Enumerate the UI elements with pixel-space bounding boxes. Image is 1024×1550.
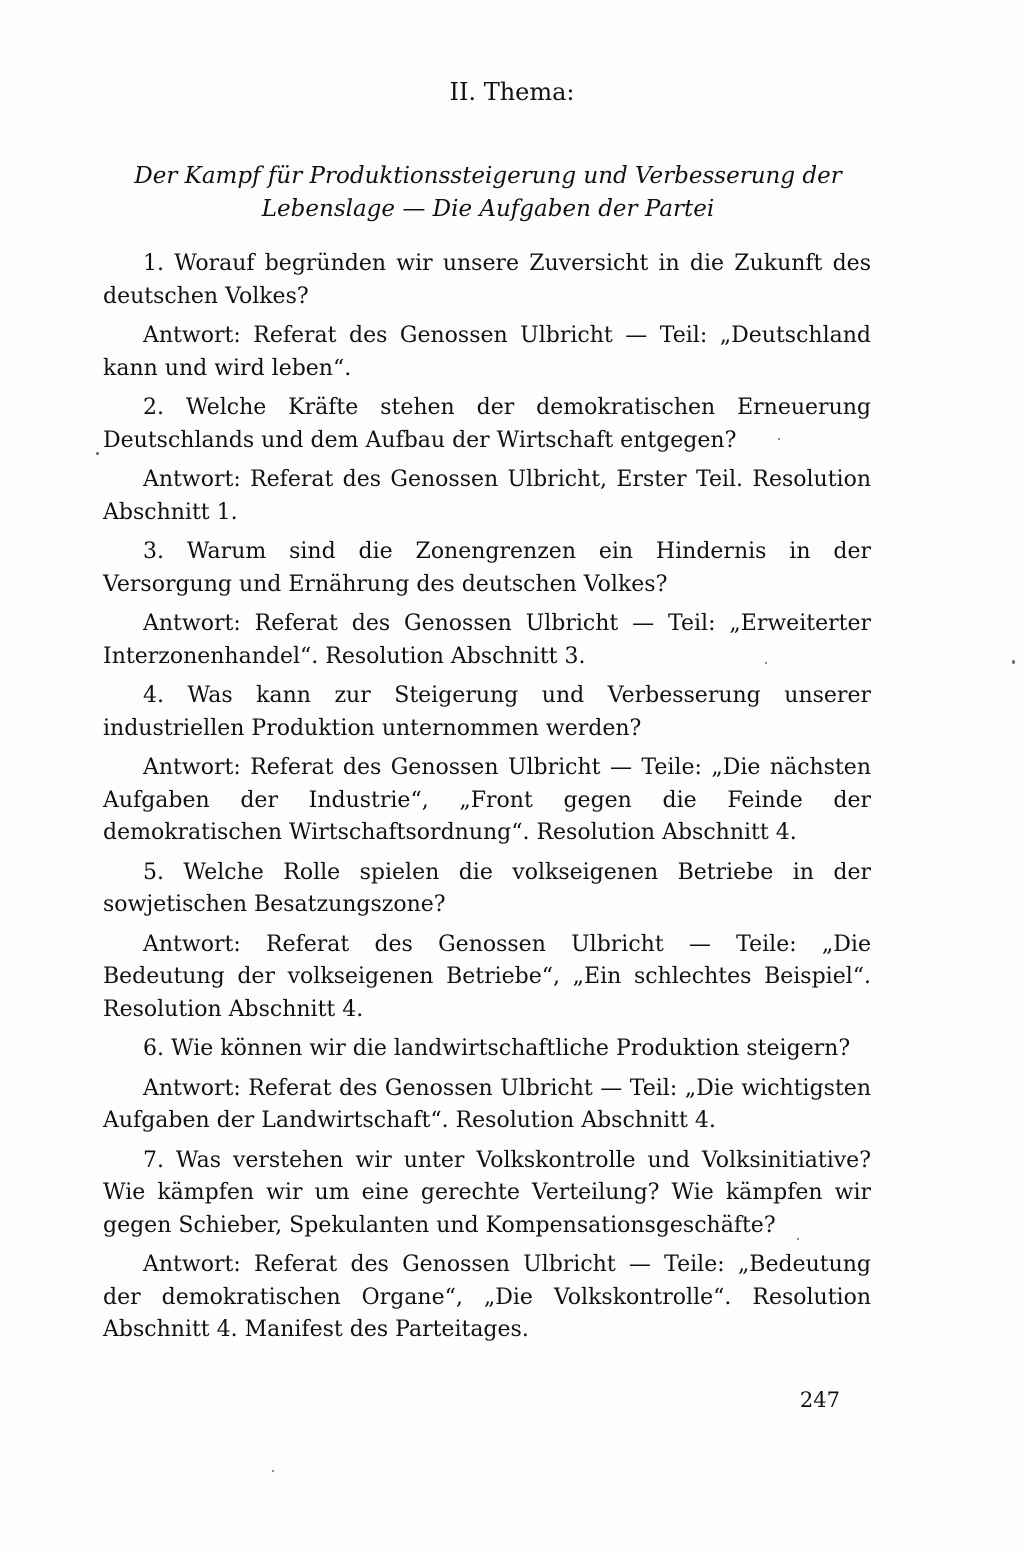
question-1: 1. Worauf begründen wir unsere Zuversicht in die Zukunft des deutschen Volkes? [103, 251, 871, 309]
page-number: 247 [799, 1388, 840, 1412]
question-5: 5. Welche Rolle spielen die volkseigenen Betriebe in der sowjetischen Besatzungszone? [103, 859, 871, 917]
question-7: 7. Was verstehen wir unter Volkskontrolle und Volksinitiative? Wie kämpfen wir um eine gerechte Verteilung? Wie kämpfen wir gegen Schieber, Spekulanten und Kompensationsgeschäfte? [103, 1147, 871, 1238]
question-answer-list [103, 248, 871, 1354]
question-2: 2. Welche Kräfte stehen der demokratischen Erneuerung Deutschlands und dem Aufbau der Wirtschaft entgegen? [103, 395, 871, 453]
scan-speck [778, 438, 780, 440]
section-heading: II. Thema: [449, 78, 575, 106]
question-6: 6. Wie können wir die landwirtschaftliche Produktion steigern? [143, 1036, 851, 1061]
question-4: 4. Was kann zur Steigerung und Verbesserung unserer industriellen Produktion unternommen werden? [103, 683, 871, 741]
section-subtitle: Der Kampf für Produktionssteigerung und Verbesserung der Lebenslage — Die Aufgaben der Partei [134, 163, 842, 222]
scan-speck [1012, 660, 1015, 664]
scan-speck [272, 1470, 274, 1472]
answer-5: Antwort: Referat des Genossen Ulbricht — Teile: „Die Bedeutung der volkseigenen Betriebe“, „Ein schlechtes Beispiel“. Resolution Abschnitt 4. [103, 931, 871, 1022]
answer-2: Antwort: Referat des Genossen Ulbricht, Erster Teil. Resolution Abschnitt 1. [103, 467, 871, 525]
answer-3: Antwort: Referat des Genossen Ulbricht — Teil: „Erweiterter Interzonenhandel“. Resolution Abschnitt 3. [103, 611, 871, 669]
scan-speck [765, 662, 767, 664]
answer-1: Antwort: Referat des Genossen Ulbricht — Teil: „Deutschland kann und wird leben“. [103, 323, 871, 381]
answer-4: Antwort: Referat des Genossen Ulbricht — Teile: „Die nächsten Aufgaben der Industrie“, „Front gegen die Feinde der demokratischen Wirtschaftsordnung“. Resolution Abschnitt 4. [103, 755, 871, 845]
scan-speck [96, 452, 99, 455]
scan-speck [797, 1238, 799, 1240]
answer-7: Antwort: Referat des Genossen Ulbricht — Teile: „Bedeutung der demokratischen Organe“, „Die Volkskontrolle“. Resolution Abschnitt 4. Manifest des Parteitages. [103, 1252, 871, 1342]
question-3: 3. Warum sind die Zonengrenzen ein Hindernis in der Versorgung und Ernährung des deutschen Volkes? [103, 539, 871, 597]
answer-6: Antwort: Referat des Genossen Ulbricht — Teil: „Die wichtigsten Aufgaben der Landwirtschaft“. Resolution Abschnitt 4. [103, 1075, 871, 1133]
